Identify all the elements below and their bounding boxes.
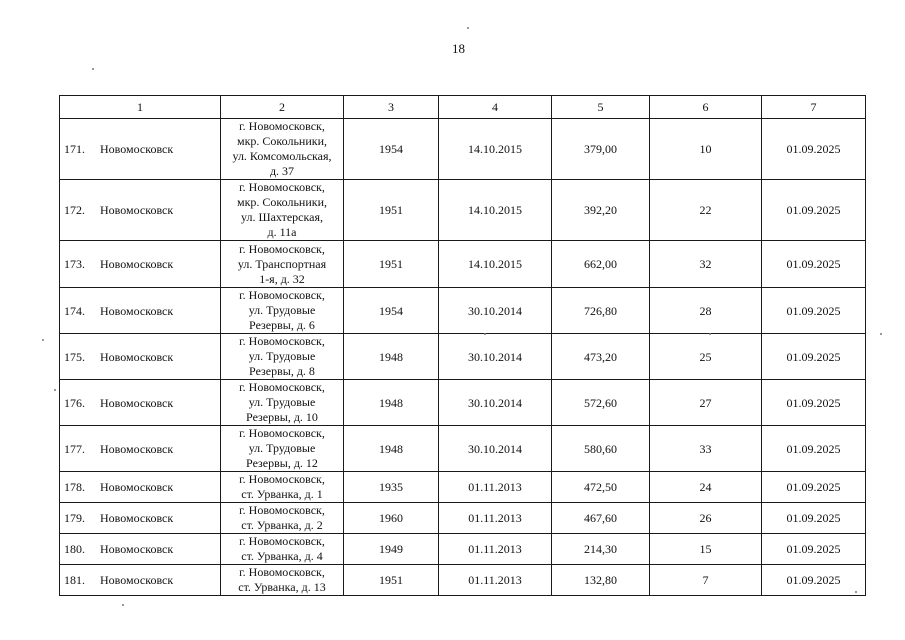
date-cell: 30.10.2014 xyxy=(439,380,552,426)
year-cell: 1948 xyxy=(344,426,439,472)
area-cell: 580,60 xyxy=(552,426,650,472)
table-row xyxy=(60,180,866,241)
date-cell: 14.10.2015 xyxy=(439,180,552,241)
count-cell: 33 xyxy=(650,426,762,472)
address-line: г. Новомосковск, xyxy=(239,565,325,579)
area-cell: 726,80 xyxy=(552,288,650,334)
date-cell: 30.10.2014 xyxy=(439,288,552,334)
address-cell xyxy=(221,180,344,241)
deadline-cell: 01.09.2025 xyxy=(762,288,866,334)
count-cell: 7 xyxy=(650,565,762,596)
settlement-name: Новомосковск xyxy=(100,257,174,271)
settlement-name: Новомосковск xyxy=(100,395,174,410)
column-header-2: 2 xyxy=(221,96,344,119)
year-cell: 1951 xyxy=(344,241,439,288)
settlement-name: Новомосковск xyxy=(100,303,174,318)
address-line: д. 11а xyxy=(267,225,297,239)
count-cell: 32 xyxy=(650,241,762,288)
row-number: 176. xyxy=(64,395,85,410)
settlement-name: Новомосковск xyxy=(100,573,174,587)
address-cell xyxy=(221,334,344,380)
year-cell: 1935 xyxy=(344,472,439,503)
row-number: 174. xyxy=(64,303,85,318)
settlement-cell xyxy=(60,503,221,534)
deadline-cell: 01.09.2025 xyxy=(762,534,866,565)
address-line: г. Новомосковск, xyxy=(239,180,325,194)
scan-speck xyxy=(122,604,124,606)
settlement-cell xyxy=(60,241,221,288)
address-cell xyxy=(221,288,344,334)
address-cell xyxy=(221,426,344,472)
year-cell: 1954 xyxy=(344,119,439,180)
table-row xyxy=(60,565,866,596)
settlement-cell xyxy=(60,380,221,426)
area-cell: 379,00 xyxy=(552,119,650,180)
deadline-cell: 01.09.2025 xyxy=(762,503,866,534)
address-line: Резервы, д. 12 xyxy=(246,456,318,470)
scan-speck xyxy=(484,333,486,335)
year-cell: 1948 xyxy=(344,334,439,380)
address-line: ул. Трудовые xyxy=(248,395,316,409)
scan-speck xyxy=(54,389,56,391)
deadline-cell: 01.09.2025 xyxy=(762,472,866,503)
date-cell: 01.11.2013 xyxy=(439,472,552,503)
scan-speck xyxy=(880,333,882,335)
address-line: Резервы, д. 8 xyxy=(249,364,315,378)
year-cell: 1948 xyxy=(344,380,439,426)
column-header-7: 7 xyxy=(762,96,866,119)
date-cell: 30.10.2014 xyxy=(439,426,552,472)
scan-speck xyxy=(709,333,711,335)
date-cell: 30.10.2014 xyxy=(439,334,552,380)
settlement-name: Новомосковск xyxy=(100,203,174,217)
column-header-1: 1 xyxy=(60,96,221,119)
table-header xyxy=(60,96,866,119)
address-line: г. Новомосковск, xyxy=(239,380,325,394)
settlement-cell xyxy=(60,565,221,596)
area-cell: 472,50 xyxy=(552,472,650,503)
deadline-cell: 01.09.2025 xyxy=(762,426,866,472)
count-cell: 22 xyxy=(650,180,762,241)
column-header-5: 5 xyxy=(552,96,650,119)
table-row xyxy=(60,288,866,334)
address-line: ст. Урванка, д. 13 xyxy=(238,580,326,594)
address-cell xyxy=(221,565,344,596)
settlement-name: Новомосковск xyxy=(100,142,174,156)
address-line: ул. Комсомольская, xyxy=(232,149,332,163)
address-line: ст. Урванка, д. 1 xyxy=(241,487,323,501)
settlement-cell xyxy=(60,119,221,180)
date-cell: 01.11.2013 xyxy=(439,534,552,565)
column-header-6: 6 xyxy=(650,96,762,119)
table-row xyxy=(60,334,866,380)
row-number: 177. xyxy=(64,441,85,456)
count-cell: 15 xyxy=(650,534,762,565)
area-cell: 392,20 xyxy=(552,180,650,241)
address-line: г. Новомосковск, xyxy=(239,426,325,440)
area-cell: 132,80 xyxy=(552,565,650,596)
row-number: 179. xyxy=(64,511,85,525)
settlement-name: Новомосковск xyxy=(100,349,174,364)
table-row xyxy=(60,503,866,534)
settlement-name: Новомосковск xyxy=(100,480,174,494)
settlement-cell xyxy=(60,180,221,241)
count-cell: 26 xyxy=(650,503,762,534)
settlement-cell xyxy=(60,534,221,565)
date-cell: 01.11.2013 xyxy=(439,565,552,596)
address-line: ул. Транспортная xyxy=(237,256,327,271)
address-cell xyxy=(221,534,344,565)
address-line: 1-я, д. 32 xyxy=(259,271,305,286)
date-cell: 14.10.2015 xyxy=(439,119,552,180)
count-cell: 27 xyxy=(650,380,762,426)
table-row xyxy=(60,426,866,472)
count-cell: 28 xyxy=(650,288,762,334)
table-row xyxy=(60,241,866,288)
table-body xyxy=(60,119,866,596)
count-cell: 10 xyxy=(650,119,762,180)
address-line: ст. Урванка, д. 2 xyxy=(241,518,323,532)
table-row xyxy=(60,380,866,426)
deadline-cell: 01.09.2025 xyxy=(762,241,866,288)
settlement-name: Новомосковск xyxy=(100,511,174,525)
address-cell xyxy=(221,503,344,534)
year-cell: 1951 xyxy=(344,180,439,241)
settlement-cell xyxy=(60,288,221,334)
address-line: г. Новомосковск, xyxy=(239,534,325,548)
deadline-cell: 01.09.2025 xyxy=(762,119,866,180)
settlement-name: Новомосковск xyxy=(100,542,174,556)
row-number: 175. xyxy=(64,349,85,364)
address-line: ул. Шахтерская, xyxy=(241,210,323,224)
address-line: г. Новомосковск, xyxy=(239,288,325,302)
address-cell xyxy=(221,119,344,180)
address-cell xyxy=(221,472,344,503)
table-row xyxy=(60,472,866,503)
deadline-cell: 01.09.2025 xyxy=(762,380,866,426)
address-line: г. Новомосковск, xyxy=(239,472,325,486)
table-row xyxy=(60,534,866,565)
address-cell xyxy=(221,380,344,426)
scan-speck xyxy=(92,68,94,70)
housing-registry-table xyxy=(59,95,866,596)
deadline-cell: 01.09.2025 xyxy=(762,180,866,241)
column-header-3: 3 xyxy=(344,96,439,119)
settlement-cell xyxy=(60,334,221,380)
address-cell xyxy=(221,241,344,288)
year-cell: 1954 xyxy=(344,288,439,334)
settlement-cell xyxy=(60,472,221,503)
address-line: г. Новомосковск, xyxy=(239,119,325,133)
column-header-4: 4 xyxy=(439,96,552,119)
area-cell: 214,30 xyxy=(552,534,650,565)
settlement-name: Новомосковск xyxy=(100,441,174,456)
address-line: Резервы, д. 10 xyxy=(246,410,318,424)
address-line: мкр. Сокольники, xyxy=(236,195,328,209)
row-number: 171. xyxy=(64,142,85,156)
address-line: Резервы, д. 6 xyxy=(249,318,315,332)
table-row xyxy=(60,119,866,180)
count-cell: 24 xyxy=(650,472,762,503)
address-line: г. Новомосковск, xyxy=(239,503,325,517)
scan-speck xyxy=(467,27,469,29)
year-cell: 1949 xyxy=(344,534,439,565)
address-line: ул. Трудовые xyxy=(248,441,316,455)
area-cell: 473,20 xyxy=(552,334,650,380)
page-number: 18 xyxy=(452,41,465,56)
address-line: ул. Трудовые xyxy=(248,349,316,363)
row-number: 173. xyxy=(64,257,85,271)
year-cell: 1951 xyxy=(344,565,439,596)
address-line: ст. Урванка, д. 4 xyxy=(241,549,323,563)
row-number: 172. xyxy=(64,203,85,217)
address-line: мкр. Сокольники, xyxy=(236,134,328,148)
address-line: г. Новомосковск, xyxy=(239,334,325,348)
area-cell: 467,60 xyxy=(552,503,650,534)
scan-speck xyxy=(855,591,857,593)
date-cell: 14.10.2015 xyxy=(439,241,552,288)
area-cell: 662,00 xyxy=(552,241,650,288)
header-row xyxy=(60,96,866,119)
settlement-cell xyxy=(60,426,221,472)
deadline-cell: 01.09.2025 xyxy=(762,334,866,380)
address-line: д. 37 xyxy=(269,164,295,178)
address-line: г. Новомосковск, xyxy=(239,241,325,256)
row-number: 178. xyxy=(64,480,85,494)
row-number: 181. xyxy=(64,573,85,587)
year-cell: 1960 xyxy=(344,503,439,534)
deadline-cell: 01.09.2025 xyxy=(762,565,866,596)
area-cell: 572,60 xyxy=(552,380,650,426)
date-cell: 01.11.2013 xyxy=(439,503,552,534)
scan-speck xyxy=(42,339,44,341)
address-line: ул. Трудовые xyxy=(248,303,316,317)
row-number: 180. xyxy=(64,542,85,556)
count-cell: 25 xyxy=(650,334,762,380)
